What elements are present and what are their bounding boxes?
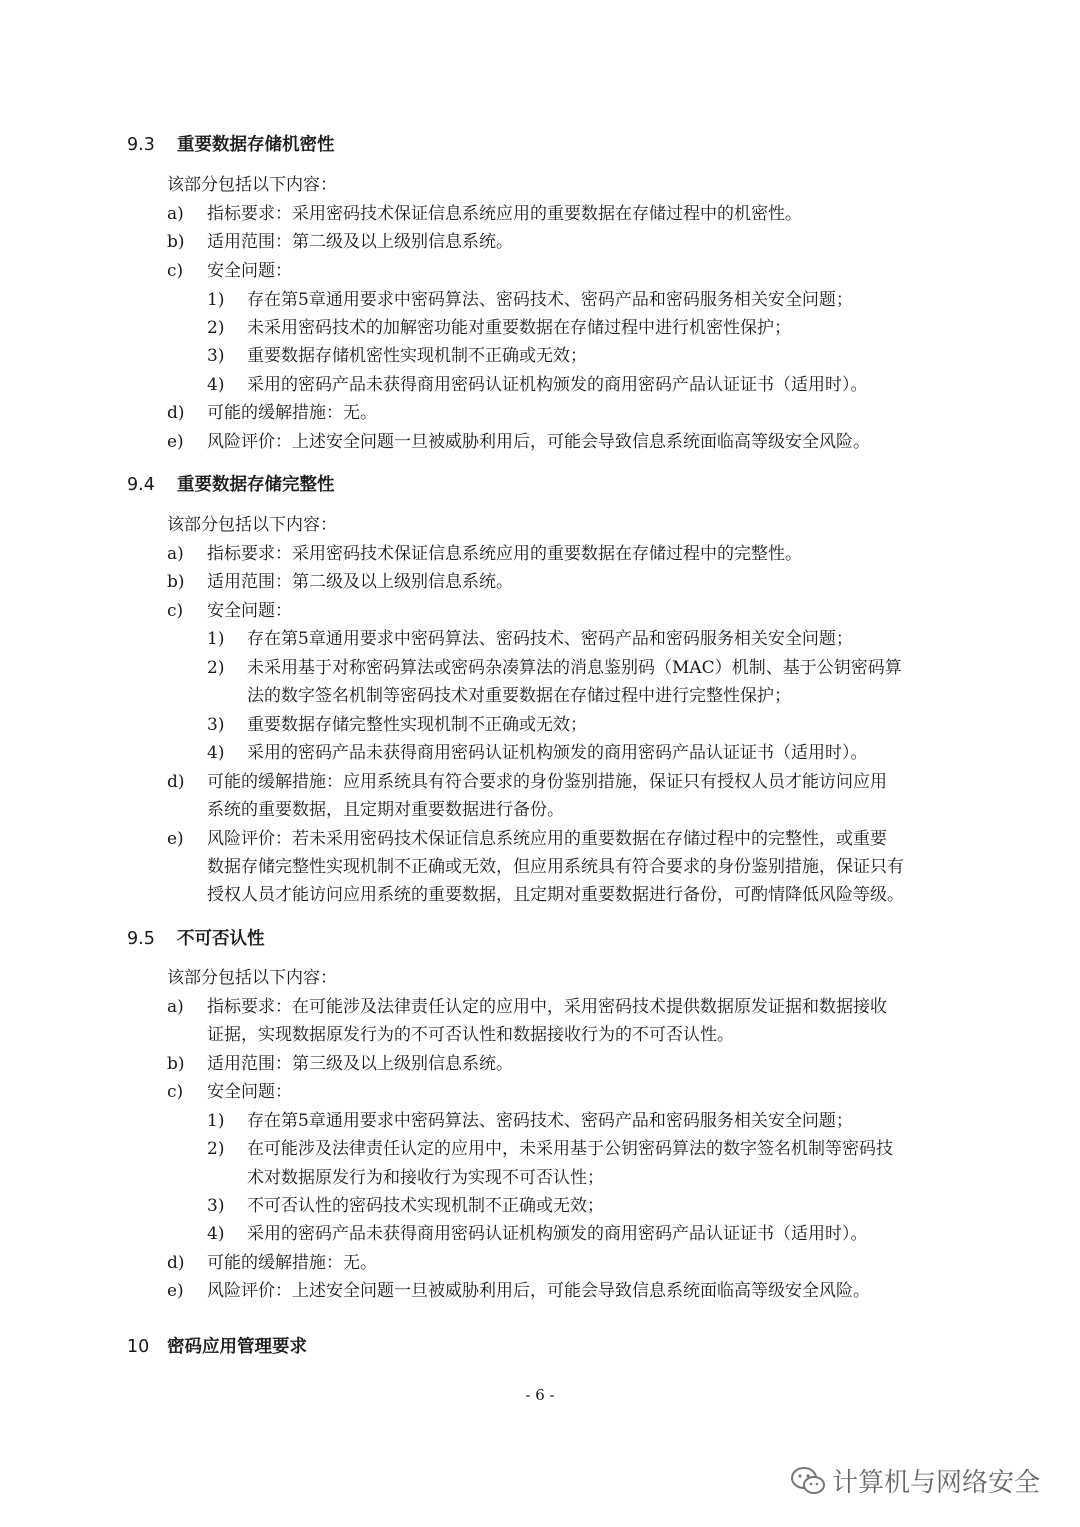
subitem-label: 2) <box>207 658 225 678</box>
subitem-text: 采用的密码产品未获得商用密码认证机构颁发的商用密码产品认证证书（适用时）。 <box>247 743 868 763</box>
subitem-text: 未采用基于对称密码算法或密码杂凑算法的消息鉴别码（MAC）机制、基于公钥密码算 <box>247 658 902 678</box>
subitem-label: 1) <box>207 629 225 649</box>
item-label: b) <box>167 232 185 252</box>
section-title: 重要数据存储完整性 <box>177 475 335 495</box>
item-label: a) <box>167 204 184 224</box>
subitem-text: 不可否认性的密码技术实现机制不正确或无效； <box>247 1196 604 1216</box>
section-heading-9-5 <box>127 925 265 950</box>
item-text: 风险评价：上述安全问题一旦被威胁利用后，可能会导致信息系统面临高等级安全风险。 <box>207 432 870 452</box>
item-text: 指标要求：采用密码技术保证信息系统应用的重要数据在存储过程中的机密性。 <box>207 204 802 224</box>
item-label: c) <box>167 261 184 281</box>
item-text: 安全问题： <box>207 261 292 281</box>
item-label: c) <box>167 1082 184 1102</box>
section-heading-9-3 <box>127 131 335 156</box>
item-text: 指标要求：采用密码技术保证信息系统应用的重要数据在存储过程中的完整性。 <box>207 544 802 564</box>
subitem-label: 4) <box>207 743 225 763</box>
subitem-text: 在可能涉及法律责任认定的应用中，未采用基于公钥密码算法的数字签名机制等密码技 <box>247 1139 893 1159</box>
item-label: d) <box>167 772 185 792</box>
item-label: b) <box>167 1054 185 1074</box>
item-label: d) <box>167 1253 185 1273</box>
section-number: 9.4 <box>127 475 155 495</box>
subitem-text: 重要数据存储机密性实现机制不正确或无效； <box>247 346 587 366</box>
subitem-text: 存在第5章通用要求中密码算法、密码技术、密码产品和密码服务相关安全问题； <box>247 629 853 649</box>
watermark <box>790 1462 1040 1499</box>
item-label: e) <box>167 1281 184 1301</box>
subitem-text: 术对数据原发行为和接收行为实现不可否认性； <box>247 1168 604 1188</box>
subitem-text: 存在第5章通用要求中密码算法、密码技术、密码产品和密码服务相关安全问题； <box>247 290 853 310</box>
subitem-label: 4) <box>207 375 225 395</box>
subitem-label: 3) <box>207 346 225 366</box>
section-number: 9.5 <box>127 929 155 949</box>
item-text: 证据，实现数据原发行为的不可否认性和数据接收行为的不可否认性。 <box>207 1025 734 1045</box>
wechat-icon <box>790 1466 826 1496</box>
section-intro: 该部分包括以下内容： <box>167 968 337 988</box>
section-intro: 该部分包括以下内容： <box>167 175 337 195</box>
subitem-text: 法的数字签名机制等密码技术对重要数据在存储过程中进行完整性保护； <box>247 686 791 706</box>
watermark-text: 计算机与网络安全 <box>832 1468 1041 1498</box>
item-text: 系统的重要数据，且定期对重要数据进行备份。 <box>207 800 564 820</box>
subitem-label: 3) <box>207 715 225 735</box>
subitem-label: 2) <box>207 318 225 338</box>
page-number: - 6 - <box>525 1386 555 1404</box>
item-label: a) <box>167 997 184 1017</box>
subitem-text: 存在第5章通用要求中密码算法、密码技术、密码产品和密码服务相关安全问题； <box>247 1111 853 1131</box>
item-label: e) <box>167 829 184 849</box>
item-label: a) <box>167 544 184 564</box>
item-text: 适用范围：第三级及以上级别信息系统。 <box>207 1054 513 1074</box>
item-text: 指标要求：在可能涉及法律责任认定的应用中，采用密码技术提供数据原发证据和数据接收 <box>207 997 887 1017</box>
section-title: 重要数据存储机密性 <box>177 135 335 155</box>
subitem-text: 采用的密码产品未获得商用密码认证机构颁发的商用密码产品认证证书（适用时）。 <box>247 375 868 395</box>
subitem-text: 未采用密码技术的加解密功能对重要数据在存储过程中进行机密性保护； <box>247 318 791 338</box>
item-label: c) <box>167 601 184 621</box>
item-text: 可能的缓解措施：无。 <box>207 403 377 423</box>
subitem-text: 重要数据存储完整性实现机制不正确或无效； <box>247 715 587 735</box>
item-text: 可能的缓解措施：应用系统具有符合要求的身份鉴别措施，保证只有授权人员才能访问应用 <box>207 772 887 792</box>
item-text: 安全问题： <box>207 601 292 621</box>
subitem-text: 采用的密码产品未获得商用密码认证机构颁发的商用密码产品认证证书（适用时）。 <box>247 1224 868 1244</box>
item-text: 风险评价：若未采用密码技术保证信息系统应用的重要数据在存储过程中的完整性，或重要 <box>207 829 887 849</box>
item-text: 风险评价：上述安全问题一旦被威胁利用后，可能会导致信息系统面临高等级安全风险。 <box>207 1281 870 1301</box>
item-label: e) <box>167 432 184 452</box>
section-number: 9.3 <box>127 135 155 155</box>
item-label: d) <box>167 403 185 423</box>
item-text: 授权人员才能访问应用系统的重要数据，且定期对重要数据进行备份，可酌情降低风险等级。 <box>207 885 904 905</box>
subitem-label: 1) <box>207 290 225 310</box>
item-text: 适用范围：第二级及以上级别信息系统。 <box>207 572 513 592</box>
subitem-label: 1) <box>207 1111 225 1131</box>
section-title: 不可否认性 <box>177 929 265 949</box>
section-heading-10 <box>127 1333 307 1358</box>
section-intro: 该部分包括以下内容： <box>167 515 337 535</box>
section-number: 10 <box>127 1337 150 1357</box>
item-text: 数据存储完整性实现机制不正确或无效，但应用系统具有符合要求的身份鉴别措施，保证只有 <box>207 857 904 877</box>
subitem-label: 4) <box>207 1224 225 1244</box>
item-label: b) <box>167 572 185 592</box>
item-text: 安全问题： <box>207 1082 292 1102</box>
section-title: 密码应用管理要求 <box>167 1337 307 1357</box>
item-text: 可能的缓解措施：无。 <box>207 1253 377 1273</box>
item-text: 适用范围：第二级及以上级别信息系统。 <box>207 232 513 252</box>
subitem-label: 3) <box>207 1196 225 1216</box>
section-heading-9-4 <box>127 471 335 496</box>
subitem-label: 2) <box>207 1139 225 1159</box>
